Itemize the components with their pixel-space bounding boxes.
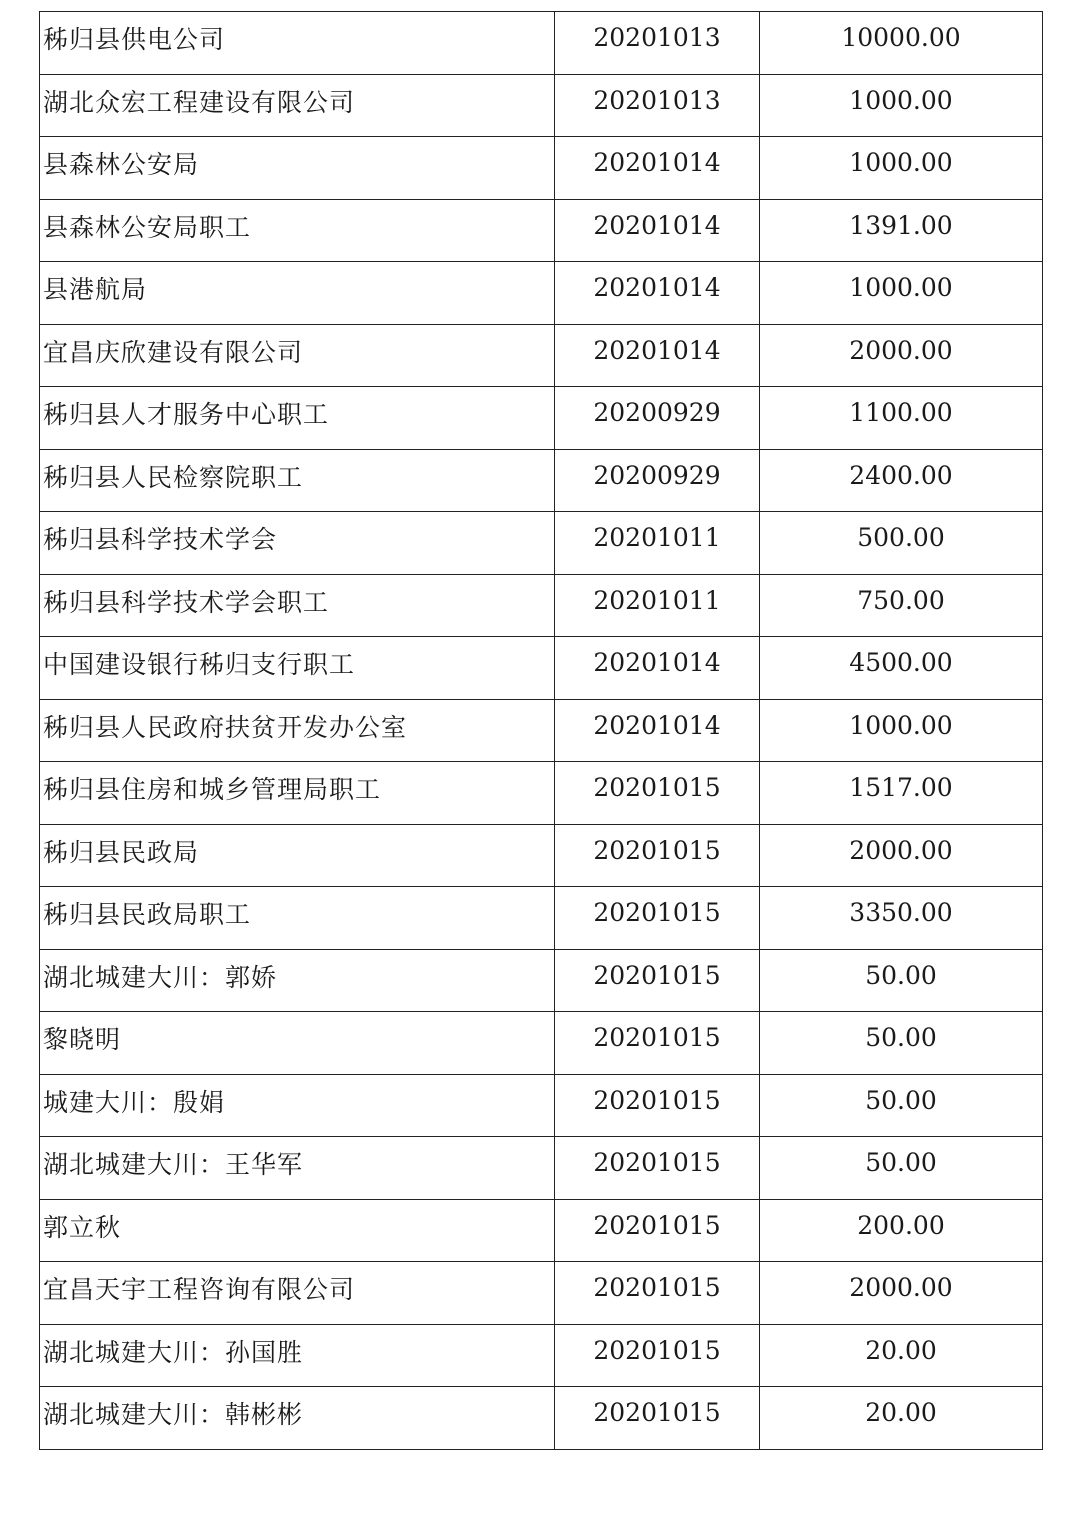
donation-amount: 1000.00 [760, 699, 1043, 762]
donation-amount: 1000.00 [760, 74, 1043, 137]
table-row [40, 512, 1043, 575]
donation-amount: 1391.00 [760, 199, 1043, 262]
donation-date: 20201015 [555, 1324, 760, 1387]
donor-name: 县森林公安局职工 [43, 212, 252, 242]
donation-date: 20201015 [555, 1137, 760, 1200]
donation-amount: 1517.00 [760, 762, 1043, 825]
donation-date: 20201014 [555, 199, 760, 262]
donation-amount: 200.00 [760, 1199, 1043, 1262]
donation-amount: 10000.00 [760, 12, 1043, 75]
donation-date: 20201015 [555, 1387, 760, 1450]
donor-name: 县森林公安局 [43, 150, 200, 179]
table-row [40, 1012, 1043, 1075]
donor-name-cell [40, 637, 555, 700]
donation-date: 20201013 [555, 12, 760, 75]
table-row [40, 199, 1043, 262]
table-row [40, 637, 1043, 700]
table-row [40, 1324, 1043, 1387]
donor-name-cell [40, 949, 555, 1012]
donor-name-cell [40, 1074, 555, 1137]
donation-amount: 50.00 [760, 1074, 1043, 1137]
donor-name-cell [40, 1262, 555, 1325]
donor-name-cell [40, 887, 555, 950]
donor-name: 秭归县科学技术学会 [43, 525, 278, 554]
donor-name: 湖北城建大川：郭娇 [43, 962, 278, 992]
donation-date: 20200929 [555, 387, 760, 450]
donation-amount: 500.00 [760, 512, 1043, 575]
donor-name: 黎晓明 [43, 1025, 122, 1054]
donor-name: 秭归县供电公司 [43, 25, 226, 54]
donation-amount: 20.00 [760, 1324, 1043, 1387]
table-row [40, 699, 1043, 762]
donation-date: 20201015 [555, 1074, 760, 1137]
donation-amount: 4500.00 [760, 637, 1043, 700]
table-row [40, 1387, 1043, 1450]
donation-date: 20201014 [555, 637, 760, 700]
donor-name-cell [40, 449, 555, 512]
donation-amount: 20.00 [760, 1387, 1043, 1450]
donation-amount: 50.00 [760, 1012, 1043, 1075]
donor-name: 郭立秋 [43, 1212, 122, 1242]
table-row [40, 387, 1043, 450]
donation-date: 20201014 [555, 699, 760, 762]
table-row [40, 762, 1043, 825]
donor-name-cell [40, 74, 555, 137]
donor-name: 秭归县民政局 [43, 837, 200, 867]
donation-amount: 1100.00 [760, 387, 1043, 450]
table-row [40, 824, 1043, 887]
donor-name: 秭归县人才服务中心职工 [43, 400, 330, 429]
table-row [40, 1199, 1043, 1262]
donor-name-cell [40, 12, 555, 75]
donation-date: 20201011 [555, 512, 760, 575]
donation-amount: 750.00 [760, 574, 1043, 637]
donation-date: 20201015 [555, 762, 760, 825]
donor-name-cell [40, 262, 555, 325]
donor-name-cell [40, 699, 555, 762]
donation-amount: 2000.00 [760, 1262, 1043, 1325]
table-row [40, 12, 1043, 75]
donation-date: 20201014 [555, 324, 760, 387]
donor-name-cell [40, 512, 555, 575]
table-row [40, 324, 1043, 387]
donor-name-cell [40, 1324, 555, 1387]
donation-amount: 50.00 [760, 949, 1043, 1012]
donor-name: 宜昌天宇工程咨询有限公司 [43, 1275, 356, 1304]
table-row [40, 949, 1043, 1012]
donation-amount: 2000.00 [760, 324, 1043, 387]
table-row [40, 1137, 1043, 1200]
donation-date: 20201015 [555, 949, 760, 1012]
donor-name-cell [40, 199, 555, 262]
donor-name: 宜昌庆欣建设有限公司 [43, 337, 304, 367]
donor-name: 湖北城建大川：韩彬彬 [43, 1400, 304, 1429]
donor-name: 湖北城建大川：王华军 [43, 1150, 304, 1179]
donor-name: 秭归县科学技术学会职工 [43, 587, 330, 617]
table-row [40, 74, 1043, 137]
donor-name-cell [40, 1012, 555, 1075]
donor-name-cell [40, 324, 555, 387]
donor-name: 城建大川：殷娟 [43, 1087, 226, 1117]
donation-date: 20201015 [555, 887, 760, 950]
donor-name: 秭归县民政局职工 [43, 900, 252, 929]
donor-name-cell [40, 574, 555, 637]
donor-name: 秭归县住房和城乡管理局职工 [43, 775, 382, 804]
donor-name-cell [40, 762, 555, 825]
donor-name: 秭归县人民政府扶贫开发办公室 [43, 712, 408, 742]
donation-table [39, 11, 1043, 1450]
table-row [40, 887, 1043, 950]
donor-name-cell [40, 387, 555, 450]
table-body [40, 12, 1043, 1450]
donation-date: 20201013 [555, 74, 760, 137]
table-row [40, 574, 1043, 637]
donor-name: 湖北城建大川：孙国胜 [43, 1337, 304, 1367]
donation-amount: 2000.00 [760, 824, 1043, 887]
donor-name-cell [40, 824, 555, 887]
donor-name-cell [40, 1199, 555, 1262]
donation-amount: 3350.00 [760, 887, 1043, 950]
table-row [40, 262, 1043, 325]
table-row [40, 449, 1043, 512]
donor-name: 湖北众宏工程建设有限公司 [43, 87, 356, 117]
donation-date: 20201015 [555, 824, 760, 887]
donor-name: 秭归县人民检察院职工 [43, 462, 304, 492]
donor-name: 县港航局 [43, 275, 148, 304]
donation-date: 20201015 [555, 1262, 760, 1325]
donor-name: 中国建设银行秭归支行职工 [43, 650, 356, 679]
donation-amount: 2400.00 [760, 449, 1043, 512]
table-row [40, 1074, 1043, 1137]
table-row [40, 1262, 1043, 1325]
donation-amount: 1000.00 [760, 262, 1043, 325]
donation-date: 20201015 [555, 1012, 760, 1075]
donation-date: 20201011 [555, 574, 760, 637]
donor-name-cell [40, 1387, 555, 1450]
donation-date: 20201014 [555, 262, 760, 325]
donor-name-cell [40, 137, 555, 200]
donation-date: 20200929 [555, 449, 760, 512]
donation-date: 20201015 [555, 1199, 760, 1262]
donation-amount: 1000.00 [760, 137, 1043, 200]
donation-date: 20201014 [555, 137, 760, 200]
donation-amount: 50.00 [760, 1137, 1043, 1200]
table-row [40, 137, 1043, 200]
donor-name-cell [40, 1137, 555, 1200]
